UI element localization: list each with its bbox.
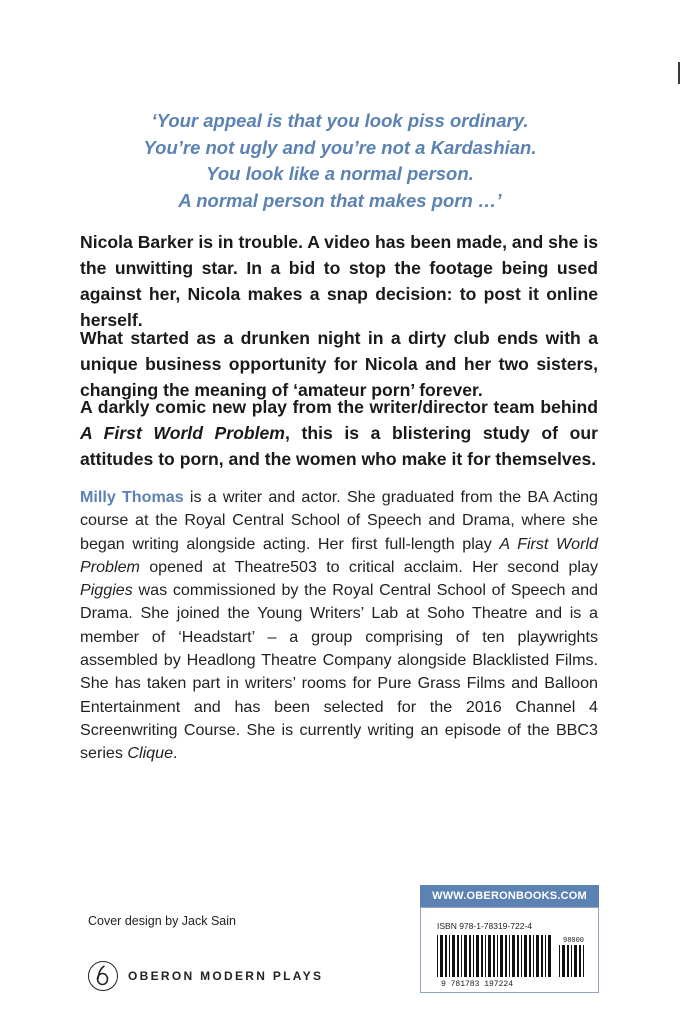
blurb-paragraph [80,394,598,472]
bio-text: is a writer and actor. She graduated from the BA Acting course at the Royal Central School of Speech and Drama, where she began writing alongside acting. Her first full-length play [80,488,598,553]
publisher-series: OBERON MODERN PLAYS [128,969,324,983]
quote-line: A normal person that makes porn …’ [178,189,502,211]
bio-text: opened at Theatre503 to critical acclaim. Her second play [139,557,598,576]
quote-line: You look like a normal person. [206,163,474,184]
barcode-addon-digits: 98000 [563,937,585,945]
barcode-digits: 9 781783 197224 [441,980,514,989]
play-title: Piggies [80,581,133,600]
play-title: A First World Problem [80,423,285,443]
bio-text: was commissioned by the Royal Central School of Speech and Drama. She joined the Young Writers’ Lab at Soho Theatre and is a member of ‘Headstart’ – a group comprising of ten playwrights assembled by Headlong Theatre Company alongside Blacklisted Films. She has taken part in writers’ rooms for Pure Grass Films and Balloon Entertainment and has been selected for the 2016 Channel 4 Screenwriting Course. She is currently writing an episode of the BBC3 series [80,581,598,763]
oberon-logo-icon [88,961,118,991]
blurb-paragraph: Nicola Barker is in trouble. A video has been made, and she is the unwitting star. In a bid to stop the footage being used against her, Nicola makes a snap decision: to post it online herself. [80,232,598,330]
blurb-text: A darkly comic new play from the writer/director team behind [80,397,598,417]
barcode-icon [435,933,587,989]
barcode-panel [420,907,599,993]
play-title: A First World Problem [80,534,598,576]
barcode-addon-bars [559,945,584,977]
bio-text: . [173,744,178,763]
author-name: Milly Thomas [80,488,184,506]
pull-quote [80,108,600,214]
blurb-text: , this is a blistering study of our attitudes to porn, and the women who make it for themselves. [80,423,598,469]
isbn-label: ISBN 978-1-78319-722-4 [437,921,532,931]
publisher-url[interactable]: WWW.OBERONBOOKS.COM [420,885,599,907]
cover-credit: Cover design by Jack Sain [88,914,236,928]
series-title: Clique [127,744,174,763]
quote-line: ‘Your appeal is that you look piss ordinary. [151,110,529,131]
blurb-paragraph: What started as a drunken night in a dirty club ends with a unique business opportunity for Nicola and her two sisters, changing the meaning of ‘amateur porn’ forever. [80,328,598,400]
quote-line: You’re not ugly and you’re not a Kardashian. [143,136,537,158]
barcode-bars [437,935,551,977]
author-bio [80,486,598,766]
